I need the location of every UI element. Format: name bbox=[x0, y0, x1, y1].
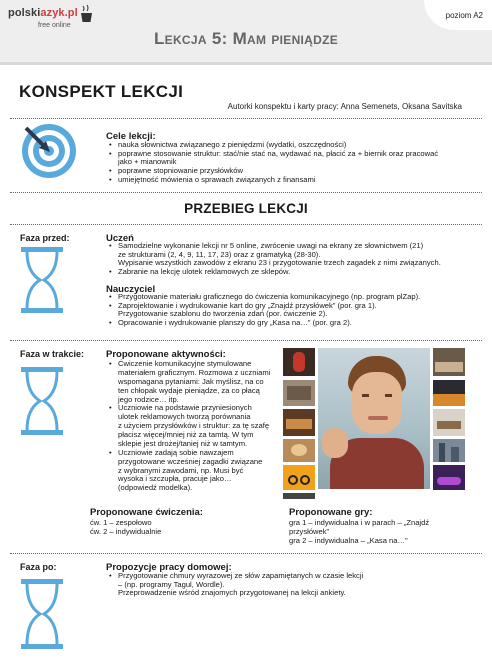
list-item: jego rodzice… itp. bbox=[118, 394, 179, 404]
photo-bicycle bbox=[283, 465, 315, 490]
list-item: • Przygotowanie chmury wyrazowej ze słów zapamiętanych w czasie lekcji bbox=[108, 572, 363, 581]
photo-concert bbox=[433, 380, 465, 406]
list-item: • Zabranie na lekcję ulotek reklamowych ze sklepów. bbox=[108, 268, 441, 277]
list-item: – (np. programy Tagul, Wordle). bbox=[118, 579, 225, 589]
page-header bbox=[0, 0, 492, 62]
list-item: ulotek reklamowych tworzą porównania bbox=[118, 412, 251, 422]
logo-subtitle: free online bbox=[38, 22, 71, 29]
aktywnosci-list bbox=[108, 360, 278, 493]
divider bbox=[10, 192, 482, 193]
authors-line: Autorki konspektu i karty pracy: Anna Semenets, Oksana Savitska bbox=[227, 102, 462, 111]
list-item-text: Uczniowie zadają sobie nawzajem bbox=[118, 447, 234, 457]
uczen-list bbox=[108, 242, 441, 277]
photo-clothes bbox=[283, 380, 315, 406]
list-item: wspomagana pytaniami: Jak myślisz, na co bbox=[118, 376, 264, 386]
hourglass-icon bbox=[20, 578, 64, 650]
list-item: ze strukturami (2, 4, 9, 11, 17, 23) oraz z gramatyką (28-30). bbox=[118, 249, 321, 259]
gry-title: Proponowane gry: bbox=[289, 507, 373, 518]
list-item: (odpowiedź modelka). bbox=[118, 483, 193, 493]
list-item: jako + mianownik bbox=[118, 157, 177, 167]
logo-brand: polskiazyk.pl bbox=[8, 7, 78, 19]
list-item-text: Ćwiczenie komunikacyjne stymulowane bbox=[118, 359, 252, 368]
cele-title: Cele lekcji: bbox=[106, 131, 156, 142]
list-item: • poprawne stosowanie struktur: stać/nie stać na, wydawać na, płacić za + biernik oraz pracować bbox=[108, 150, 438, 159]
list-item: gra 1 – indywidualna i w parach – „Znajdź bbox=[289, 518, 430, 527]
list-item: płacisz więcej/mniej niż za tamtą. W tym bbox=[118, 430, 254, 439]
cup-icon bbox=[80, 4, 94, 24]
list-item: • Ćwiczenie komunikacyjne stymulowane bbox=[109, 359, 252, 368]
level-badge: poziom A2 bbox=[424, 0, 492, 30]
list-item: gra 2 – indywidualna – „Kasa na…” bbox=[289, 536, 408, 546]
list-item: materiałem graficznym. Rozmowa z uczniami bbox=[118, 367, 271, 377]
hourglass-icon bbox=[20, 366, 64, 436]
list-item: • Uczniowie na podstawie przyniesionych bbox=[109, 403, 252, 413]
uczen-title: Uczeń bbox=[106, 233, 134, 244]
photo-furniture bbox=[433, 409, 465, 436]
list-item: ćw. 2 – indywidualnie bbox=[90, 527, 162, 537]
nauczyciel-list bbox=[108, 293, 420, 328]
list-item: • Uczniowie zadają sobie nawzajem bbox=[109, 447, 234, 457]
list-item: Przeprowadzenie wśród znajomych przygotowanej na lekcji ankiety. bbox=[118, 588, 346, 598]
lesson-title: Lekcja 5: Mam pieniądze bbox=[153, 29, 339, 48]
przebieg-title: PRZEBIEG LEKCJI bbox=[184, 201, 308, 216]
photo-city bbox=[433, 439, 465, 462]
list-item: • umiejętność mówienia o sprawach związanych z finansami bbox=[108, 176, 438, 185]
nauczyciel-title: Nauczyciel bbox=[106, 284, 156, 295]
cwiczenia-title: Proponowane ćwiczenia: bbox=[90, 507, 203, 518]
cwiczenia-list bbox=[90, 518, 161, 536]
photo-food bbox=[283, 439, 315, 462]
photo-car bbox=[433, 465, 465, 490]
divider bbox=[10, 224, 482, 225]
photo-bakery bbox=[283, 409, 315, 436]
photo-guitar bbox=[283, 348, 315, 376]
list-item: • Zaprojektowanie i wydrukowanie kart do gry „Znajdź przysłówek” (por. gra 1). bbox=[108, 302, 420, 311]
praca-domowa-title: Propozycje pracy domowej: bbox=[106, 562, 232, 573]
list-item: wysoka i szczupła, pracuje jako… bbox=[118, 474, 232, 484]
list-item: z użyciem przysłówków i struktur: za tę szafę bbox=[118, 421, 270, 431]
list-item: • Przygotowanie materiału graficznego do ćwiczenia komunikacyjnego (np. program plZap). bbox=[108, 293, 420, 302]
konspekt-title: KONSPEKT LEKCJI bbox=[19, 82, 184, 101]
aktywnosci-title: Proponowane aktywności: bbox=[106, 349, 226, 360]
list-item: z wybranymi zawodami, np. Musi być bbox=[118, 465, 244, 475]
list-item: • nauka słownictwa związanego z pieniędzmi (wydatki, oszczędności) bbox=[108, 141, 438, 150]
target-icon bbox=[20, 122, 78, 180]
list-item: ten chłopak wydaje pieniądze, za co płacą bbox=[118, 385, 260, 395]
list-item: Wypisanie wszystkich zawodów z ekranu 23 i przygotowanie trzech zagadek z nimi związanych. bbox=[118, 258, 441, 268]
divider bbox=[10, 118, 482, 119]
photo-room bbox=[433, 348, 465, 376]
divider bbox=[10, 553, 482, 554]
list-item-text: Uczniowie na podstawie przyniesionych bbox=[118, 403, 252, 413]
list-item: przysłówek” bbox=[289, 527, 330, 537]
list-item: • Samodzielne wykonanie lekcji nr 5 online, zwrócenie uwagi na ekrany ze słownictwem (21) bbox=[108, 242, 441, 251]
praca-domowa-list bbox=[108, 572, 363, 598]
list-item: sklepie jest drożej/taniej niż w tamtym. bbox=[118, 438, 248, 448]
list-item: • Opracowanie i wydrukowanie planszy do gry „Kasa na…” (por. gra 2). bbox=[108, 319, 420, 328]
divider bbox=[10, 340, 482, 341]
photo-boy bbox=[318, 348, 430, 489]
gry-list bbox=[289, 518, 429, 545]
photo-strip bbox=[283, 493, 315, 499]
list-item: Przygotowanie szablonu do tworzenia zdań (por. ćwiczenie 2). bbox=[118, 309, 328, 319]
hourglass-icon bbox=[20, 246, 64, 314]
list-item: • poprawne stopniowanie przysłówków bbox=[108, 167, 438, 176]
faza-trakcie-label: Faza w trakcie: bbox=[20, 349, 85, 359]
cele-list bbox=[108, 141, 438, 185]
faza-po-label: Faza po: bbox=[20, 562, 57, 572]
list-item: przygotowane wcześniej zagadki związane bbox=[118, 456, 263, 466]
faza-przed-label: Faza przed: bbox=[20, 233, 70, 243]
list-item: ćw. 1 – zespołowo bbox=[90, 518, 152, 527]
